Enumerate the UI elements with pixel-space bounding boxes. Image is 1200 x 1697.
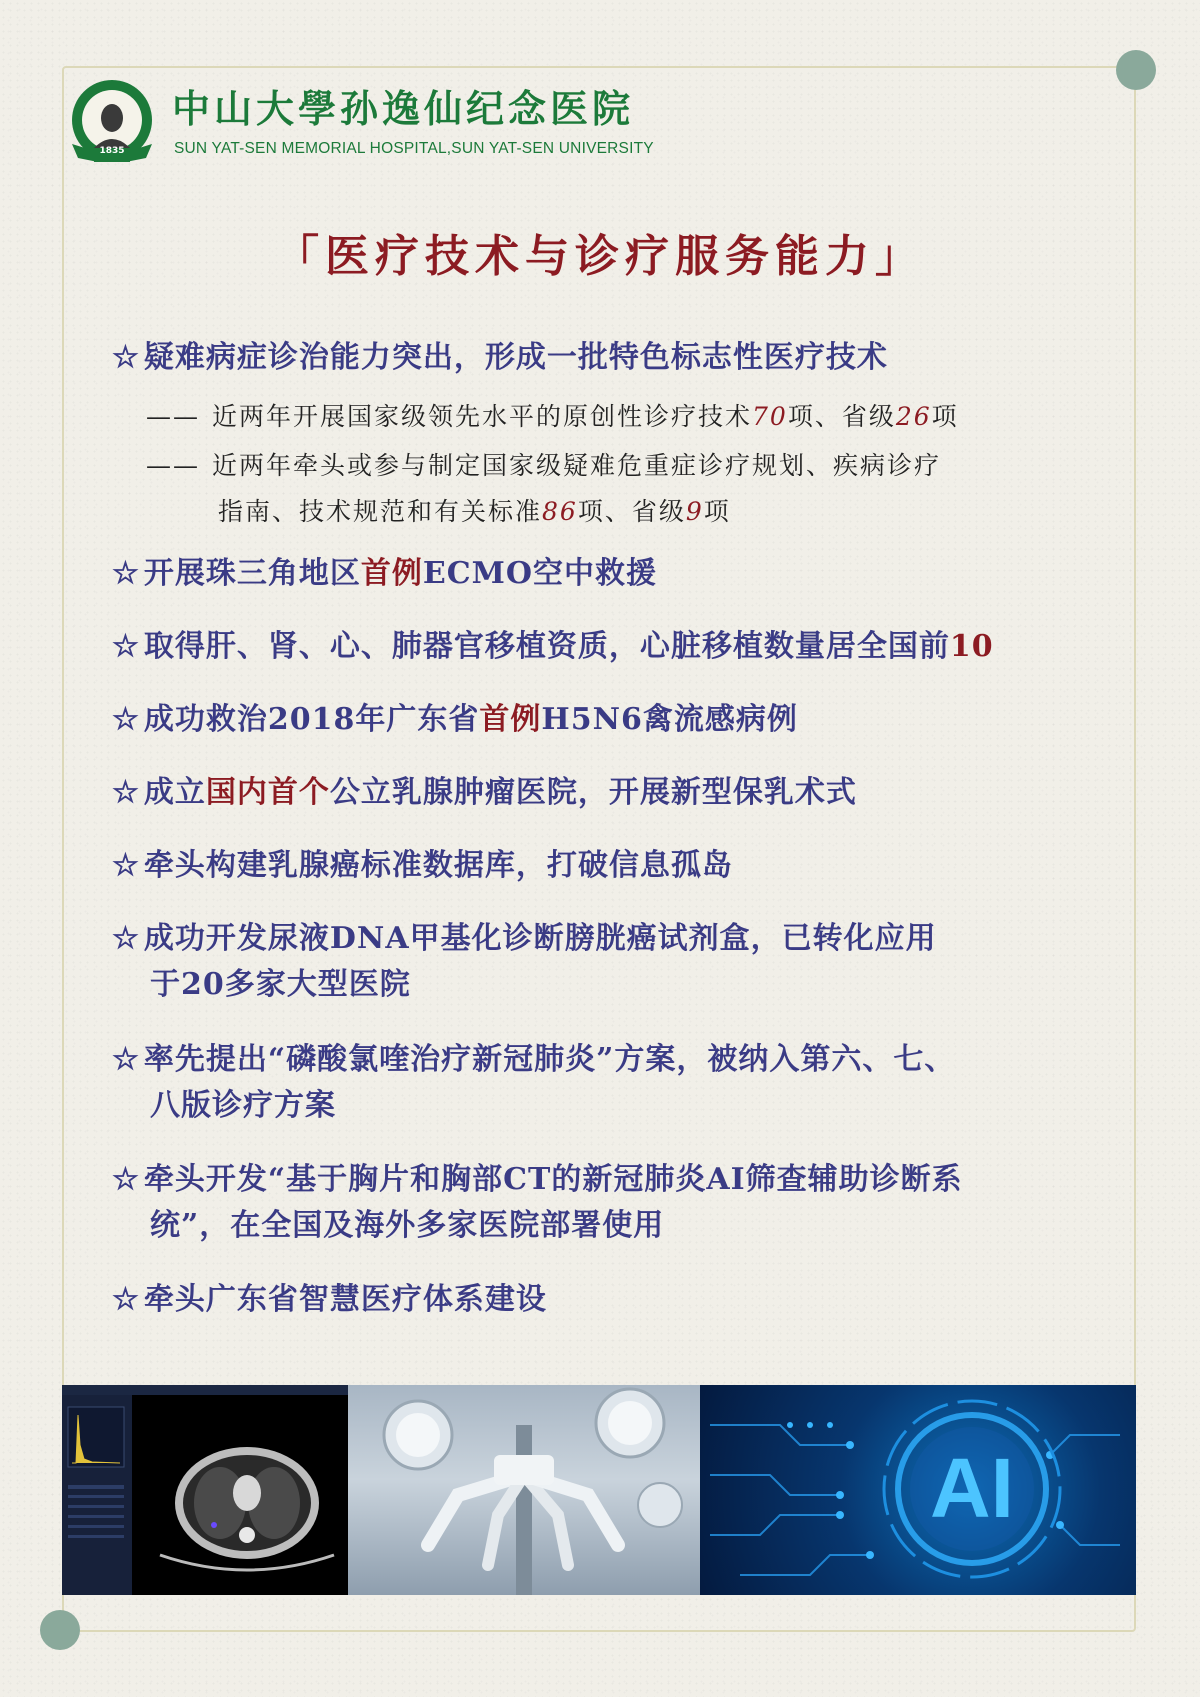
item-highlight: 首例	[479, 702, 542, 737]
item-text: 疑难病症诊治能力突出，形成一批特色标志性医疗技术	[143, 340, 888, 375]
sub-text: 指南、技术规范和有关标准	[218, 497, 543, 526]
list-item	[112, 617, 1112, 677]
list-item	[112, 544, 1112, 604]
image-strip	[62, 1385, 1136, 1595]
star-icon: ☆	[112, 340, 140, 375]
star-icon: ☆	[112, 629, 140, 664]
item-text-continued: 八版诊疗方案	[150, 1088, 336, 1123]
highlight-number: 9	[685, 497, 704, 526]
star-icon: ☆	[112, 1282, 140, 1317]
item-highlight: 首例	[360, 556, 423, 591]
star-icon: ☆	[112, 556, 140, 591]
star-icon: ☆	[112, 702, 140, 737]
sub-text: 近两年牵头或参与制定国家级疑难危重症诊疗规划、疾病诊疗	[212, 451, 942, 480]
sub-text: 项	[703, 497, 731, 526]
item-highlight: 国内首个	[205, 775, 330, 810]
item-text: 牵头构建乳腺癌标准数据库，打破信息孤岛	[143, 848, 733, 883]
dash: ——	[146, 402, 200, 431]
item-highlight: 10	[949, 629, 994, 664]
sub-item	[146, 443, 1136, 535]
star-icon: ☆	[112, 921, 140, 956]
item-text: 成功开发尿液DNA甲基化诊断膀胱癌试剂盒，已转化应用	[143, 921, 937, 956]
item-text: ECMO空中救援	[422, 556, 657, 591]
star-icon: ☆	[112, 1042, 140, 1077]
seal-year: 1835	[99, 146, 125, 156]
item-text: 公立乳腺肿瘤医院，开展新型保乳术式	[329, 775, 857, 810]
corner-dot-bottom-left	[40, 1610, 80, 1650]
surgical-robot-image	[348, 1385, 700, 1595]
sub-text-continued	[146, 489, 1136, 535]
hospital-name-cn: 中山大學孙逸仙纪念医院	[172, 86, 635, 131]
item-text: 牵头开发“基于胸片和胸部CT的新冠肺炎AI筛查辅助诊断系	[143, 1162, 963, 1197]
highlight-number: 26	[895, 402, 932, 431]
hospital-name-en: SUN YAT-SEN MEMORIAL HOSPITAL,SUN YAT-SEN UNIVERSITY	[174, 140, 654, 157]
item-text: 开展珠三角地区	[143, 556, 361, 591]
item-text: 成立	[143, 775, 206, 810]
star-icon: ☆	[112, 1162, 140, 1197]
highlight-number: 86	[542, 497, 578, 526]
highlight-number: 70	[752, 402, 788, 431]
item-text: 率先提出“磷酸氯喹治疗新冠肺炎”方案，被纳入第六、七、	[143, 1042, 956, 1077]
sub-text: 项	[931, 402, 959, 431]
item-text: 牵头广东省智慧医疗体系建设	[143, 1282, 547, 1317]
dash: ——	[146, 451, 200, 480]
sub-text: 项、省级	[787, 402, 896, 431]
list-item	[112, 836, 1112, 896]
list-item	[112, 328, 1112, 388]
hospital-logo	[68, 76, 654, 170]
sub-text: 近两年开展国家级领先水平的原创性诊疗技术	[212, 402, 753, 431]
surgical-robot-icon	[348, 1385, 700, 1595]
list-item	[112, 1030, 1112, 1136]
item-text: H5N6禽流感病例	[541, 702, 798, 737]
ct-scan-image	[62, 1385, 348, 1595]
item-text: 成功救治2018年广东省	[143, 702, 480, 737]
page-title: 「医疗技术与诊疗服务能力」	[275, 231, 925, 282]
list-item	[112, 1150, 1112, 1256]
ct-software-screenshot-icon	[62, 1385, 348, 1595]
sub-item	[146, 394, 1136, 440]
ai-label: AI	[930, 1441, 1014, 1535]
item-text-continued: 于20多家大型医院	[150, 967, 411, 1002]
item-text: 取得肝、肾、心、肺器官移植资质，心脏移植数量居全国前	[143, 629, 950, 664]
list-item	[112, 763, 1112, 823]
sub-text: 项、省级	[577, 497, 686, 526]
ai-graphic-image	[700, 1385, 1136, 1595]
list-item	[112, 690, 1112, 750]
ai-circuit-icon	[700, 1385, 1136, 1595]
item-text-continued: 统”，在全国及海外多家医院部署使用	[150, 1208, 665, 1243]
star-icon: ☆	[112, 848, 140, 883]
list-item	[112, 909, 1112, 1015]
list-item	[112, 1270, 1112, 1330]
star-icon: ☆	[112, 775, 140, 810]
corner-dot-top-right	[1116, 50, 1156, 90]
